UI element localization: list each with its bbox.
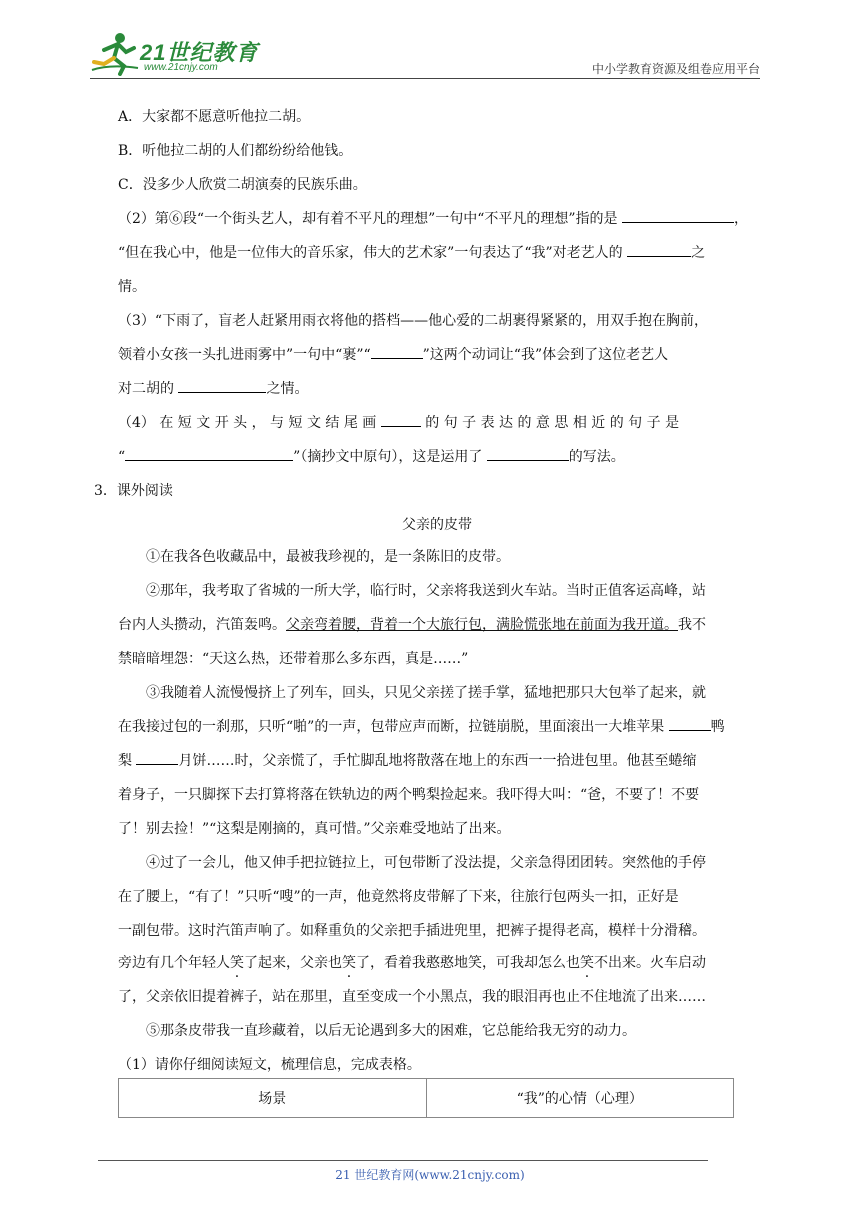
paragraph-4-line-4 bbox=[118, 952, 706, 972]
q3-text-2b: ”这两个动词让“我”体会到了这位老艺人 bbox=[422, 347, 669, 363]
table-header-row bbox=[119, 1079, 734, 1118]
paragraph-2-line-2 bbox=[118, 614, 706, 634]
question-3-line-1: （3）“下雨了，盲老人赶紧用雨衣将他的搭档——他心爱的二胡裹得紧紧的，用双手抱在胸前， bbox=[118, 313, 709, 329]
paragraph-2-line-1: ②那年，我考取了省城的一所大学，临行时，父亲将我送到火车站。当时正值客运高峰，站 bbox=[146, 583, 706, 599]
question-4-line-1 bbox=[118, 412, 679, 432]
option-b: B．听他拉二胡的人们都纷纷给他钱。 bbox=[118, 143, 353, 159]
q2-text-2-end: 之 bbox=[691, 245, 706, 261]
dotted-char: 笑 bbox=[230, 955, 244, 971]
question-3-line-3 bbox=[118, 378, 308, 398]
q3-text-3a: 对二胡的 bbox=[118, 381, 174, 397]
p3-text-3b: 月饼……时，父亲慌了，手忙脚乱地将散落在地上的东西一一拾进包里。他甚至蜷缩 bbox=[178, 753, 697, 769]
passage-title: 父亲的皮带 bbox=[402, 517, 472, 533]
header-divider bbox=[90, 78, 760, 79]
question-3-line-2 bbox=[118, 344, 668, 364]
footer-divider bbox=[98, 1160, 708, 1161]
answer-blank[interactable] bbox=[487, 446, 569, 461]
answer-blank[interactable] bbox=[381, 412, 421, 427]
p4-text-c: 了，看着我憨憨地笑，可我却怎么也 bbox=[356, 955, 580, 971]
paragraph-4-line-3: 一副包带。这时汽笛声响了。如释重负的父亲把手插进兜里，把裤子提得老高，模样十分滑稽。 bbox=[118, 923, 706, 939]
q2-text-1: （2）第⑥段“一个街头艺人，却有着不平凡的理想”一句中“不平凡的理想”指的是 bbox=[118, 211, 618, 227]
paragraph-4-line-2: 在了腰上，“有了！”只听“嗖”的一声，他竟然将皮带解了下来，往旅行包两头一扣，正好是 bbox=[118, 889, 679, 905]
paragraph-4-line-1: ④过了一会儿，他又伸手把拉链拉上，可包带断了没法提，父亲急得团团转。突然他的手停 bbox=[146, 855, 706, 871]
runner-logo-icon bbox=[90, 30, 140, 76]
q2-comma: ， bbox=[734, 211, 748, 227]
option-c: C．没多少人欣赏二胡演奏的民族乐曲。 bbox=[118, 177, 367, 193]
q4-text-1b: 的 句 子 表 达 的 意 思 相 近 的 句 子 是 bbox=[425, 415, 680, 431]
p2-text-a: 台内人头攒动，汽笛轰鸣。 bbox=[118, 617, 286, 633]
question-2-line-2 bbox=[118, 242, 705, 262]
p3-text-2b: 鸭 bbox=[710, 719, 725, 735]
underlined-sentence: 父亲弯着腰，背着一个大旅行包，满脸慌张地在前面为我开道。 bbox=[286, 617, 678, 633]
table-header-scene: 场景 bbox=[119, 1079, 427, 1118]
question-3-heading: 3．课外阅读 bbox=[94, 483, 173, 499]
logo-site-text: www.21cnjy.com bbox=[144, 62, 218, 73]
p3-text-2a: 在我接过包的一刹那，只听“啪”的一声，包带应声而断，拉链崩脱，里面滚出一大堆苹果 bbox=[118, 719, 665, 735]
footer-text: 21 世纪教育网(www.21cnjy.com) bbox=[335, 1168, 525, 1182]
q4-text-2c: 的写法。 bbox=[568, 449, 625, 465]
q3-text-3b: 之情。 bbox=[266, 381, 309, 397]
paragraph-3-line-1: ③我随着人流慢慢挤上了列车，回头，只见父亲搓了搓手掌，猛地把那只大包举了起来，就 bbox=[146, 685, 706, 701]
paragraph-3-line-2 bbox=[118, 716, 725, 736]
paragraph-4-line-5: 了，父亲依旧提着裤子，站在那里，直至变成一个小黑点，我的眼泪再也止不住地流了出来…… bbox=[118, 989, 706, 1005]
q2-text-2: “但在我心中，他是一位伟大的音乐家，伟大的艺术家”一句表达了“我”对老艺人的 bbox=[118, 245, 623, 261]
option-a: A．大家都不愿意听他拉二胡。 bbox=[118, 109, 311, 125]
paragraph-3-line-4: 着身子，一只脚探下去打算将落在铁轨边的两个鸭梨捡起来。我吓得大叫：“爸，不要了！不要 bbox=[118, 787, 700, 803]
answer-blank[interactable] bbox=[371, 344, 423, 359]
p3-text-3a: 梨 bbox=[118, 753, 132, 769]
site-logo bbox=[90, 30, 270, 78]
p4-text-e: 不出来。火车启动 bbox=[594, 955, 706, 971]
logo-brand-text: 21世纪教育 bbox=[140, 40, 259, 65]
dotted-char: 笑 bbox=[342, 955, 356, 971]
answer-blank[interactable] bbox=[136, 750, 178, 765]
answer-table bbox=[118, 1078, 734, 1118]
question-2-line-3: 情。 bbox=[118, 279, 146, 295]
sub-question-1: （1）请你仔细阅读短文，梳理信息，完成表格。 bbox=[118, 1057, 421, 1073]
p4-text-b: 了起来，父亲也 bbox=[244, 955, 342, 971]
paragraph-2-line-3: 禁暗暗埋怨：“天这么热，还带着那么多东西，真是……” bbox=[118, 651, 469, 667]
p4-text-a: 旁边有几个年轻人 bbox=[118, 955, 230, 971]
page-header bbox=[90, 30, 760, 80]
q3-text-2a: 领着小女孩一头扎进雨雾中”一句中“裹”“ bbox=[118, 347, 371, 363]
answer-blank[interactable] bbox=[178, 378, 266, 393]
answer-blank[interactable] bbox=[669, 716, 711, 731]
paragraph-5: ⑤那条皮带我一直珍藏着，以后无论遇到多大的困难，它总能给我无穷的动力。 bbox=[146, 1023, 636, 1039]
dotted-char: 笑 bbox=[580, 955, 594, 971]
answer-blank[interactable] bbox=[125, 446, 293, 461]
answer-blank[interactable] bbox=[622, 208, 734, 223]
platform-name: 中小学教育资源及组卷应用平台 bbox=[591, 62, 760, 76]
table-header-mood: “我”的心情（心理） bbox=[426, 1079, 734, 1118]
paragraph-1: ①在我各色收藏品中，最被我珍视的，是一条陈旧的皮带。 bbox=[146, 549, 510, 565]
paragraph-3-line-3 bbox=[118, 750, 696, 770]
q4-text-1a: （4） 在 短 文 开 头 ， 与 短 文 结 尾 画 bbox=[118, 415, 377, 431]
paragraph-3-line-5: 了！别去捡！”“这梨是刚摘的，真可惜。”父亲难受地站了出来。 bbox=[118, 821, 511, 837]
q4-text-2a: “ bbox=[118, 449, 126, 465]
q4-text-2b: ”（摘抄文中原句），这是运用了 bbox=[293, 449, 483, 465]
question-2-line-1 bbox=[118, 208, 748, 228]
answer-blank[interactable] bbox=[627, 242, 691, 257]
p2-text-b: 我不 bbox=[678, 617, 706, 633]
question-4-line-2 bbox=[118, 446, 625, 466]
